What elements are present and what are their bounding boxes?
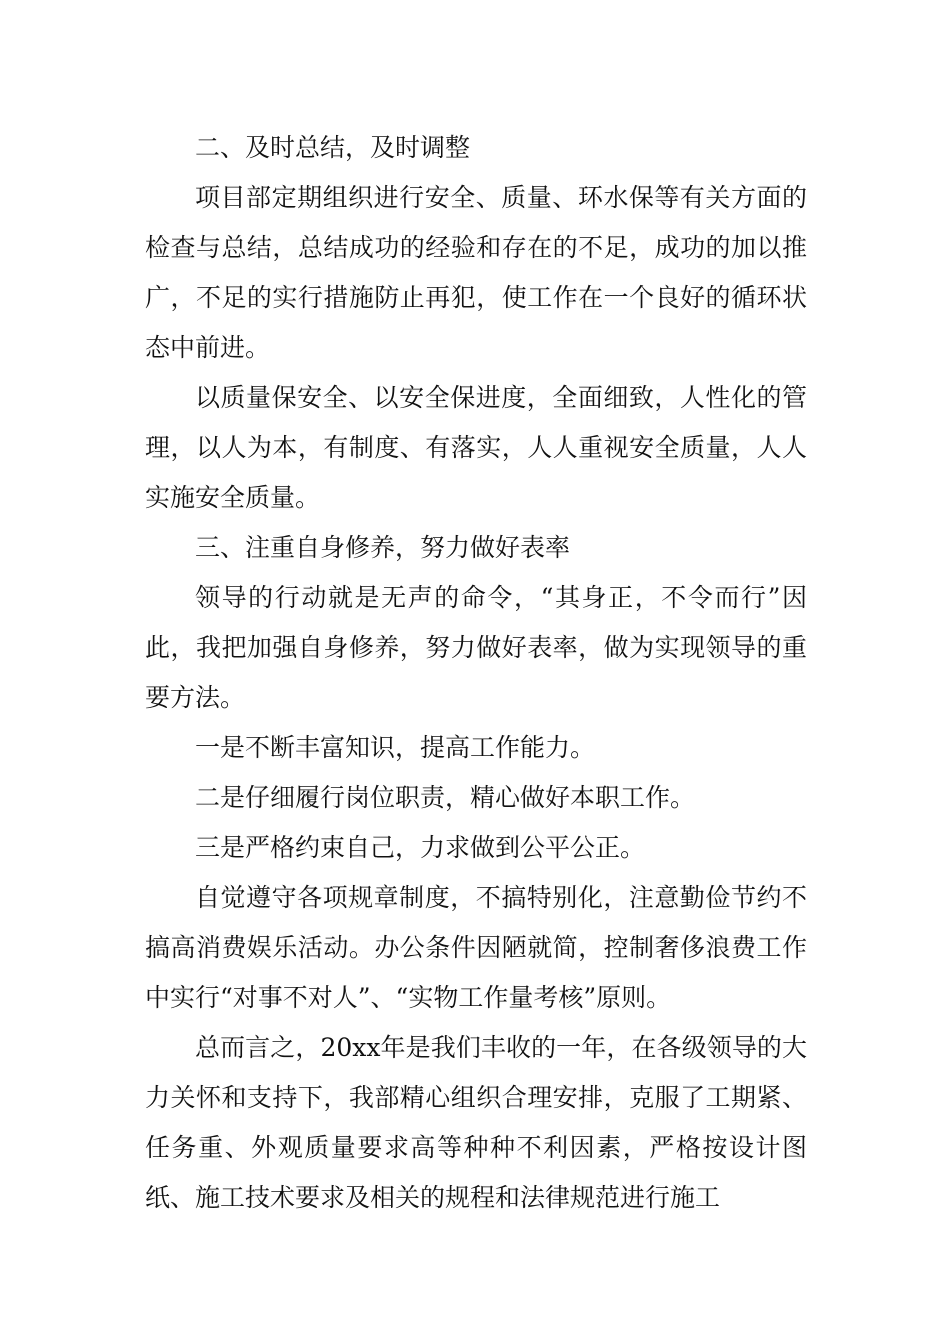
paragraph-inspection-summary: 项目部定期组织进行安全、质量、环水保等有关方面的检查与总结，总结成功的经验和存在的不足，成功的加以推广，不足的实行措施防止再犯，使工作在一个良好的循环状态中前进。	[145, 183, 807, 362]
paragraph-quality-safety: 以质量保安全、以安全保进度，全面细致，人性化的管理，以人为本，有制度、有落实，人人重视安全质量，人人实施安全质量。	[145, 383, 807, 512]
section-heading-2: 二、及时总结，及时调整	[195, 133, 471, 162]
paragraph-regulations: 自觉遵守各项规章制度，不搞特别化，注意勤俭节约不搞高消费娱乐活动。办公条件因陋就简，控制奢侈浪费工作中实行“对事不对人”、“实物工作量考核”原则。	[145, 883, 807, 1012]
list-item-fairness: 三是严格约束自己，力求做到公平公正。	[195, 833, 646, 862]
list-item-knowledge: 一是不断丰富知识，提高工作能力。	[195, 733, 596, 762]
list-item-duties: 二是仔细履行岗位职责，精心做好本职工作。	[195, 783, 696, 812]
section-heading-3: 三、注重自身修养，努力做好表率	[195, 533, 571, 562]
paragraph-leadership-example: 领导的行动就是无声的命令，“其身正，不令而行”因此，我把加强自身修养，努力做好表率，做为实现领导的重要方法。	[145, 583, 807, 712]
paragraph-conclusion: 总而言之，20xx年是我们丰收的一年，在各级领导的大力关怀和支持下，我部精心组织合理安排，克服了工期紧、任务重、外观质量要求高等种种不利因素，严格按设计图纸、施工技术要求及相关的规程和法律规范进行施工	[145, 1033, 807, 1212]
document-body	[145, 123, 807, 1223]
